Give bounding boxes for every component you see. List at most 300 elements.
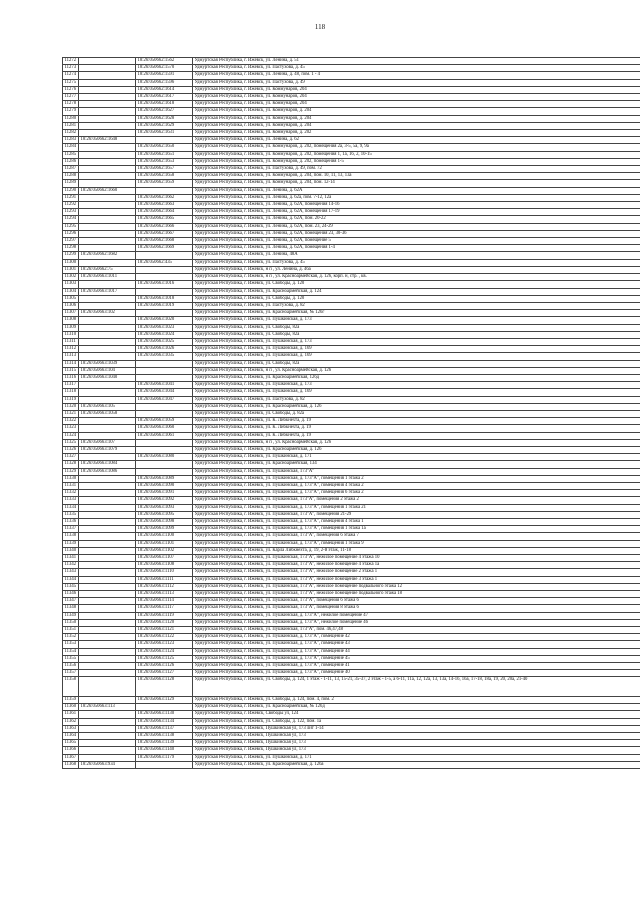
address-cell: Удмуртская Республика, г. Ижевск, ул. Коммунаров, 204: [193, 94, 640, 101]
row-number-cell: 11306: [63, 302, 79, 309]
cadastral-number-cell: [79, 108, 136, 115]
row-number-cell: 11289: [63, 180, 79, 187]
row-number-cell: 11359: [63, 697, 79, 704]
address-cell: Удмуртская Республика, г. Ижевск, ул. Пушкинская, д. 173"А", помещения 1 этажа 2: [193, 475, 640, 482]
row-number-cell: 11274: [63, 72, 79, 79]
row-number-cell: 11324: [63, 432, 79, 439]
address-cell: Удмуртская Республика, г. Ижевск, ул. Пастухова, д. 45: [193, 65, 640, 72]
cadastral-number-cell: 18:26:050663:104: [79, 367, 136, 374]
row-number-cell: 11336: [63, 519, 79, 526]
cadastral-number-cell: 18:26:050662:1631: [136, 130, 193, 137]
address-cell: Удмуртская Республика, г. Ижевск, ул. Пушкинская, 173"А": [193, 468, 640, 475]
cadastral-number-cell: [136, 266, 193, 273]
cadastral-number-cell: [136, 288, 193, 295]
cadastral-number-cell: [79, 497, 136, 504]
row-number-cell: 11327: [63, 454, 79, 461]
cadastral-number-cell: [136, 704, 193, 711]
address-cell: Удмуртская Республика, г. Ижевск, ул. Пушкинская, 173"А", нежилое помещение подвального этажа 12: [193, 583, 640, 590]
address-cell: Удмуртская Республика, г. Ижевск, ул. Пастухова, д. 49: [193, 79, 640, 86]
cadastral-number-cell: 18:26:050663:1122: [136, 634, 193, 641]
table-row: [63, 598, 640, 605]
cadastral-number-cell: 18:26:050663:1019: [136, 302, 193, 309]
cadastral-number-cell: 18:26:050663:1139: [136, 740, 193, 747]
address-cell: Удмуртская Республика, г. Ижевск, ул. Пушкинская, д. 169: [193, 346, 640, 353]
cadastral-number-cell: 18:26:050662:1663: [136, 202, 193, 209]
table-row: [63, 754, 640, 761]
address-cell: Удмуртская Республика, г. Ижевск, ул. Ленина, д. 48, пом. 1 - 4: [193, 72, 640, 79]
table-row: [63, 216, 640, 223]
table-row: [63, 648, 640, 655]
cadastral-number-cell: [79, 454, 136, 461]
row-number-cell: 11335: [63, 511, 79, 518]
table-row: [63, 302, 640, 309]
cadastral-number-cell: 18:26:050663:1123: [136, 641, 193, 648]
table-row: [63, 374, 640, 381]
cadastral-number-cell: 18:26:050663:1100: [136, 533, 193, 540]
cadastral-number-cell: [79, 576, 136, 583]
row-number-cell: 11303: [63, 281, 79, 288]
table-row: [63, 663, 640, 670]
cadastral-number-cell: 18:26:050663:1125: [136, 655, 193, 662]
address-cell: Удмуртская Республика, г. Ижевск, ул. Ленина, д. 62А, помещения 14-16: [193, 202, 640, 209]
cadastral-number-cell: 18:26:050662:1651: [136, 151, 193, 158]
row-number-cell: 11346: [63, 591, 79, 598]
address-cell: Удмуртская Республика, г. Ижевск, ул. Пушкинская, 173"А", помещения 8 этажа 6: [193, 605, 640, 612]
cadastral-number-cell: [79, 562, 136, 569]
address-cell: Удмуртская Республика, г. Ижевск, ул. Коммунаров, д. 202: [193, 130, 640, 137]
cadastral-number-cell: 18:26:050663:1130: [136, 711, 193, 718]
row-number-cell: 11278: [63, 101, 79, 108]
cadastral-number-cell: 18:26:050663:1124: [136, 648, 193, 655]
address-cell: Удмуртская Республика, г. Ижевск, ул. Пушкинская, д. 169: [193, 389, 640, 396]
cadastral-number-cell: 18:26:050663:1092: [136, 497, 193, 504]
row-number-cell: 11294: [63, 216, 79, 223]
address-cell: Удмуртская Республика, г. Ижевск, ул. Красноармейская, 134: [193, 461, 640, 468]
table-row: [63, 187, 640, 194]
address-cell: Удмуртская Республика, г. Ижевск, ул. Пастухова, д. 49, пом. 72: [193, 166, 640, 173]
row-number-cell: 11310: [63, 331, 79, 338]
cadastral-number-cell: [79, 180, 136, 187]
table-row: [63, 367, 640, 374]
table-row: [63, 555, 640, 562]
row-number-cell: 11332: [63, 490, 79, 497]
cadastral-number-cell: 18:26:050662:1666: [136, 223, 193, 230]
table-row: [63, 79, 640, 86]
row-number-cell: 11304: [63, 288, 79, 295]
cadastral-number-cell: 18:26:050662:1653: [136, 158, 193, 165]
row-number-cell: 11297: [63, 238, 79, 245]
address-cell: Удмуртская Республика, г. Ижевск, Пушкинская ул, 173: [193, 740, 640, 747]
cadastral-number-cell: [79, 130, 136, 137]
cadastral-number-cell: [79, 194, 136, 201]
address-cell: Удмуртская Республика, г. Ижевск, ул. Ленина, д. 62А, пом. 20-22: [193, 216, 640, 223]
cadastral-number-cell: 18:26:050663:1128: [136, 677, 193, 697]
cadastral-number-cell: 18:26:050662:1596: [136, 79, 193, 86]
table-row: [63, 288, 640, 295]
cadastral-number-cell: 18:26:050663:1059: [136, 418, 193, 425]
row-number-cell: 11276: [63, 86, 79, 93]
address-cell: Удмуртская Республика, г. Ижевск, ул. Ленина, д. 51: [193, 58, 640, 65]
row-number-cell: 11364: [63, 733, 79, 740]
cadastral-number-cell: 18:26:050663:1120: [136, 619, 193, 626]
table-row: [63, 711, 640, 718]
cadastral-number-cell: 18:26:050663:1126: [136, 663, 193, 670]
address-cell: Удмуртская Республика, г. Ижевск, ул. Красноармейская, д. 126: [193, 446, 640, 453]
table-row: [63, 230, 640, 237]
table-row: [63, 740, 640, 747]
row-number-cell: 11282: [63, 130, 79, 137]
table-row: [63, 259, 640, 266]
address-cell: Удмуртская Республика, г. Ижевск, ул. Красноармейская, 126д: [193, 374, 640, 381]
address-cell: Удмуртская Республика, г. Ижевск, ул. Ленина, д. 62А, помещение 5: [193, 238, 640, 245]
table-row: [63, 540, 640, 547]
table-row: [63, 65, 640, 72]
cadastral-number-cell: 18:26:050662:1657: [136, 166, 193, 173]
cadastral-number-cell: 18:26:050663:934: [79, 761, 136, 768]
address-cell: Удмуртская Республика, г. Ижевск, ул. Пушкинская, д. 173"А", помещение 44: [193, 648, 640, 655]
address-cell: Удмуртская Республика, г. Ижевск, ул. Пушкинская, 173"А", нежилое помещение 3 этажа 1: [193, 576, 640, 583]
table-row: [63, 627, 640, 634]
cadastral-number-cell: 18:26:050662:1665: [136, 216, 193, 223]
cadastral-number-cell: 18:26:050663:1039: [79, 360, 136, 367]
cadastral-number-cell: [79, 144, 136, 151]
cadastral-number-cell: 18:26:050663:1113: [136, 591, 193, 598]
cadastral-number-cell: [79, 605, 136, 612]
cadastral-number-cell: 18:26:050663:1127: [136, 670, 193, 677]
table-row: [63, 461, 640, 468]
address-cell: Удмуртская Республика, г. Ижевск, ул. Пушкинская, 173"А", нежилое помещение 2 этажа 1: [193, 569, 640, 576]
cadastral-number-cell: 18:26:050662:75: [79, 266, 136, 273]
address-cell: Удмуртская Республика, г. Ижевск, ул. Коммунаров, д. 204: [193, 115, 640, 122]
table-row: [63, 490, 640, 497]
table-row: [63, 641, 640, 648]
row-number-cell: 11279: [63, 108, 79, 115]
row-number-cell: 11316: [63, 374, 79, 381]
cadastral-number-cell: [79, 382, 136, 389]
address-cell: Удмуртская Республика, г. Ижевск, ул. Коммунаров, д. 204, пом. 12-14: [193, 180, 640, 187]
cadastral-number-cell: [79, 338, 136, 345]
row-number-cell: 11341: [63, 555, 79, 562]
cadastral-number-cell: [136, 137, 193, 144]
cadastral-number-cell: [136, 310, 193, 317]
table-row: [63, 360, 640, 367]
cadastral-number-cell: [79, 511, 136, 518]
cadastral-number-cell: 18:26:050663:1111: [136, 576, 193, 583]
cadastral-number-cell: 18:26:050663:1041: [136, 382, 193, 389]
cadastral-number-cell: 18:26:050662:1667: [136, 230, 193, 237]
cadastral-number-cell: 18:26:050663:1119: [136, 612, 193, 619]
table-row: [63, 583, 640, 590]
address-cell: Удмуртская Республика, г. Ижевск, ул. Свободы, д. 120: [193, 281, 640, 288]
address-cell: Удмуртская Республика, г. Ижевск, ул. Пушкинская, 173"А", нежилое помещение 4 этажа 10: [193, 555, 640, 562]
address-cell: Удмуртская Республика, г. Ижевск, ул. К. Либкнехта, д. 19: [193, 425, 640, 432]
table-row: [63, 403, 640, 410]
address-cell: Удмуртская Республика, г. Ижевск, ул. Свободы, 82а: [193, 331, 640, 338]
table-row: [63, 612, 640, 619]
row-number-cell: 11361: [63, 711, 79, 718]
row-number-cell: 11325: [63, 439, 79, 446]
cadastral-number-cell: 18:26:050662:435: [136, 259, 193, 266]
address-cell: Удмуртская Республика, г. Ижевск, ул. Пушкинская, д. 173"А", помещения 1 этажа 21: [193, 504, 640, 511]
address-cell: Удмуртская Республика, г. Ижевск, ул. Ленина, д. 62: [193, 137, 640, 144]
cadastral-number-cell: [79, 718, 136, 725]
cadastral-number-cell: 18:26:050663:1018: [136, 295, 193, 302]
row-number-cell: 11366: [63, 747, 79, 754]
address-cell: Удмуртская Республика, г. Ижевск, ул. Пушкинская, д. 173"А", нежилое помещение 46: [193, 619, 640, 626]
table-row: [63, 446, 640, 453]
cadastral-number-cell: [79, 209, 136, 216]
cadastral-number-cell: [79, 504, 136, 511]
row-number-cell: 11319: [63, 396, 79, 403]
address-cell: Удмуртская Республика, г. Ижевск, ул. Карла Либкнехта, д. 19, 2-й этаж, 11-18: [193, 547, 640, 554]
address-cell: Удмуртская Республика, г. Ижевск, ул. Красноармейская, д. 126: [193, 403, 640, 410]
cadastral-number-cell: [136, 252, 193, 259]
address-cell: Удмуртская Республика, г. Ижевск, ул. Пушкинская, 173"А", помещения 2 этажа 2: [193, 497, 640, 504]
address-cell: Удмуртская Республика, г. Ижевск, ул. Ленина, д. 62А, помещения 17-19: [193, 209, 640, 216]
cadastral-number-cell: [79, 238, 136, 245]
table-row: [63, 144, 640, 151]
cadastral-number-cell: [136, 446, 193, 453]
row-number-cell: 11298: [63, 245, 79, 252]
table-row: [63, 382, 640, 389]
cadastral-number-cell: [79, 677, 136, 697]
cadastral-number-cell: [79, 663, 136, 670]
cadastral-number-cell: 18:26:050663:1121: [136, 627, 193, 634]
table-row: [63, 346, 640, 353]
cadastral-number-cell: 18:26:050663:1093: [136, 504, 193, 511]
table-row: [63, 202, 640, 209]
table-row: [63, 504, 640, 511]
row-number-cell: 11350: [63, 619, 79, 626]
cadastral-number-cell: 18:26:050662:1682: [79, 252, 136, 259]
table-row: [63, 511, 640, 518]
table-row: [63, 130, 640, 137]
row-number-cell: 11288: [63, 173, 79, 180]
row-number-cell: 11349: [63, 612, 79, 619]
row-number-cell: 11355: [63, 655, 79, 662]
table-row: [63, 634, 640, 641]
row-number-cell: 11301: [63, 266, 79, 273]
row-number-cell: 11302: [63, 274, 79, 281]
address-cell: Удмуртская Республика, г. Ижевск, ул. Красноармейская, д. 126а: [193, 761, 640, 768]
cadastral-number-cell: [136, 403, 193, 410]
cadastral-number-cell: 18:26:050663:1047: [136, 396, 193, 403]
cadastral-number-cell: [79, 482, 136, 489]
row-number-cell: 11287: [63, 166, 79, 173]
address-cell: Удмуртская Республика, г. Ижевск, ул. Пушкинская, 173"А", нежилое помещение 4 этажа 1а: [193, 562, 640, 569]
row-number-cell: 11330: [63, 475, 79, 482]
row-number-cell: 11281: [63, 122, 79, 129]
cadastral-number-cell: [79, 670, 136, 677]
cadastral-number-cell: [79, 295, 136, 302]
cadastral-number-cell: 18:26:050663:107: [79, 439, 136, 446]
address-cell: Удмуртская Республика, г. Ижевск, ул. Свободы, д. 124, пом. 4, пом. 2: [193, 697, 640, 704]
address-cell: Удмуртская Республика, г. Ижевск, Пушкинская ул, 173: [193, 747, 640, 754]
row-number-cell: 11340: [63, 547, 79, 554]
table-row: [63, 158, 640, 165]
cadastral-number-cell: 18:26:050663:1099: [136, 526, 193, 533]
row-number-cell: 11291: [63, 194, 79, 201]
cadastral-number-cell: [79, 72, 136, 79]
address-cell: Удмуртская Республика, г. Ижевск, ул. Пушкинская, д. 173"А", помещения 4 этажа 1: [193, 519, 640, 526]
address-cell: Удмуртская Республика, г. Ижевск, ул. Ленина, д. 62А: [193, 187, 640, 194]
row-number-cell: 11307: [63, 310, 79, 317]
address-cell: Удмуртская Республика, г. Ижевск, ул. Свободы, д. 82а: [193, 410, 640, 417]
table-row: [63, 238, 640, 245]
cadastral-number-cell: [136, 461, 193, 468]
address-cell: Удмуртская Республика, г. Ижевск, ул. Пушкинская, д. 173: [193, 338, 640, 345]
table-row: [63, 704, 640, 711]
cadastral-number-cell: [79, 122, 136, 129]
cadastral-number-cell: 18:26:050663:1089: [136, 475, 193, 482]
cadastral-number-cell: [79, 533, 136, 540]
cadastral-number-cell: [79, 547, 136, 554]
cadastral-number-cell: 18:26:050662:1618: [136, 101, 193, 108]
row-number-cell: 11280: [63, 115, 79, 122]
address-cell: Удмуртская Республика, г. Ижевск, ул. Пушкинская, 173"А", помещения 6 этажа 6: [193, 598, 640, 605]
address-cell: Удмуртская Республика, г. Ижевск, ул. Пастухова, д. 45: [193, 259, 640, 266]
table-row: [63, 655, 640, 662]
row-number-cell: 11313: [63, 353, 79, 360]
row-number-cell: 11292: [63, 202, 79, 209]
table-row: [63, 317, 640, 324]
cadastral-number-cell: [79, 389, 136, 396]
table-row: [63, 569, 640, 576]
cadastral-number-cell: 18:26:050663:1020: [136, 317, 193, 324]
row-number-cell: 11284: [63, 144, 79, 151]
cadastral-number-cell: [79, 641, 136, 648]
row-number-cell: 11305: [63, 295, 79, 302]
cadastral-number-cell: 18:26:050663:1091: [136, 490, 193, 497]
table-row: [63, 718, 640, 725]
cadastral-number-cell: [79, 230, 136, 237]
cadastral-number-cell: [79, 733, 136, 740]
row-number-cell: 11354: [63, 648, 79, 655]
cadastral-number-cell: 18:26:050663:1044: [136, 389, 193, 396]
cadastral-number-cell: 18:26:050663:105: [79, 403, 136, 410]
address-cell: Удмуртская Республика, г. Ижевск, ул. Коммунаров, д. 204: [193, 108, 640, 115]
address-cell: Удмуртская Республика, г. Ижевск, ул. Пастухова, д. 82: [193, 396, 640, 403]
table-row: [63, 533, 640, 540]
cadastral-number-cell: [79, 591, 136, 598]
cadastral-number-cell: 18:26:050663:1084: [79, 461, 136, 468]
table-row: [63, 151, 640, 158]
cadastral-number-cell: 18:26:050663:1026: [136, 346, 193, 353]
cadastral-number-cell: 18:26:050662:1662: [136, 194, 193, 201]
row-number-cell: 11356: [63, 663, 79, 670]
cadastral-number-cell: 18:26:050662:1648: [79, 137, 136, 144]
cadastral-number-cell: [79, 115, 136, 122]
cadastral-number-cell: [79, 655, 136, 662]
row-number-cell: 11272: [63, 58, 79, 65]
table-row: [63, 497, 640, 504]
table-row: [63, 180, 640, 187]
table-row: [63, 209, 640, 216]
address-cell: Удмуртская Республика, г. Ижевск, н п , ул. Ленина, д. 46а: [193, 266, 640, 273]
cadastral-number-cell: 18:26:050663:1101: [136, 540, 193, 547]
row-number-cell: 11321: [63, 410, 79, 417]
cadastral-number-cell: [79, 519, 136, 526]
address-cell: Удмуртская Республика, г. Ижевск, ул. Пушкинская, д. 173"А", помещения 1 этажа 1а: [193, 526, 640, 533]
table-row: [63, 591, 640, 598]
table-row: [63, 725, 640, 732]
cadastral-number-cell: [79, 158, 136, 165]
cadastral-number-cell: 18:26:050663:1138: [136, 733, 193, 740]
cadastral-number-cell: 18:26:050663:1025: [136, 338, 193, 345]
address-cell: Удмуртская Республика, г. Ижевск, ул. Красноармейская, № 126г: [193, 310, 640, 317]
address-cell: Удмуртская Республика, г. Ижевск, ул. Коммунаров, 204: [193, 101, 640, 108]
registry-table-body: [63, 58, 640, 769]
row-number-cell: 11331: [63, 482, 79, 489]
address-cell: Удмуртская Республика, г. Ижевск, ул. Пушкинская, 173"А", помещения 21-29: [193, 511, 640, 518]
cadastral-number-cell: 18:26:050663:1114: [136, 598, 193, 605]
address-cell: Удмуртская Республика, г. Ижевск, ул. Красноармейская, д. 124: [193, 288, 640, 295]
row-number-cell: 11317: [63, 382, 79, 389]
row-number-cell: 11296: [63, 230, 79, 237]
row-number-cell: 11363: [63, 725, 79, 732]
address-cell: Удмуртская Республика, г. Ижевск, ул. Пушкинская, д. 173"А", помещение 42: [193, 634, 640, 641]
address-cell: Удмуртская Республика, г. Ижевск, ул. Пушкинская, д. 173: [193, 317, 640, 324]
page-number: 118: [314, 23, 326, 31]
table-row: [63, 418, 640, 425]
table-row: [63, 619, 640, 626]
cadastral-number-cell: [79, 317, 136, 324]
table-row: [63, 439, 640, 446]
address-cell: Удмуртская Республика, г. Ижевск, ул. Коммунаров, д. 202, помещения 1, 1а, 16, 2, 10-15: [193, 151, 640, 158]
cadastral-number-cell: [79, 259, 136, 266]
cadastral-number-cell: 18:26:050662:1668: [136, 238, 193, 245]
address-cell: Удмуртская Республика, г. Ижевск, ул. Ленина, д. 62А, пом. 23, 24-29: [193, 223, 640, 230]
table-row: [63, 94, 640, 101]
row-number-cell: 11368: [63, 761, 79, 768]
address-cell: Удмуртская Республика, г. Ижевск, ул. Пушкинская, д. 173"А", помещение 45: [193, 655, 640, 662]
table-row: [63, 58, 640, 65]
cadastral-number-cell: 18:26:050663:1086: [79, 468, 136, 475]
cadastral-number-cell: [79, 540, 136, 547]
address-cell: Удмуртская Республика, г. Ижевск, ул. Свободы, д. 124, 1 этаж - 1-11, 13, 15-21, 35-37, 2 этаж - 1-5, а 6-11, 11а, 12, 12а, 13, 13а, 14-16, 16а, 17-18, 18а, 19, 20, 20а, 21-40: [193, 677, 640, 697]
row-number-cell: 11318: [63, 389, 79, 396]
address-cell: Удмуртская Республика, г. Ижевск, ул. Коммунаров, д. 202, помещения 2а, 3-5, 5а, 9, 9а: [193, 144, 640, 151]
cadastral-number-cell: 18:26:050663:1098: [136, 519, 193, 526]
row-number-cell: 11352: [63, 634, 79, 641]
table-row: [63, 425, 640, 432]
cadastral-number-cell: [136, 410, 193, 417]
row-number-cell: 11347: [63, 598, 79, 605]
cadastral-number-cell: [79, 490, 136, 497]
table-row: [63, 166, 640, 173]
cadastral-number-cell: [79, 754, 136, 761]
cadastral-number-cell: [79, 65, 136, 72]
cadastral-number-cell: [79, 396, 136, 403]
table-row: [63, 482, 640, 489]
cadastral-number-cell: [136, 439, 193, 446]
row-number-cell: 11293: [63, 209, 79, 216]
cadastral-number-cell: [136, 367, 193, 374]
row-number-cell: 11333: [63, 497, 79, 504]
cadastral-number-cell: [136, 360, 193, 367]
table-row: [63, 733, 640, 740]
row-number-cell: 11311: [63, 338, 79, 345]
row-number-cell: 11337: [63, 526, 79, 533]
cadastral-number-cell: 18:26:050663:1024: [136, 331, 193, 338]
row-number-cell: 11357: [63, 670, 79, 677]
cadastral-number-cell: 18:26:050663:102: [79, 310, 136, 317]
address-cell: Удмуртская Республика, г. Ижевск, ул. Ленина, д. 62а, пом. 7-12, 12а: [193, 194, 640, 201]
row-number-cell: 11322: [63, 418, 79, 425]
row-number-cell: 11290: [63, 187, 79, 194]
cadastral-number-cell: [79, 216, 136, 223]
cadastral-number-cell: 18:26:050662:1659: [136, 180, 193, 187]
